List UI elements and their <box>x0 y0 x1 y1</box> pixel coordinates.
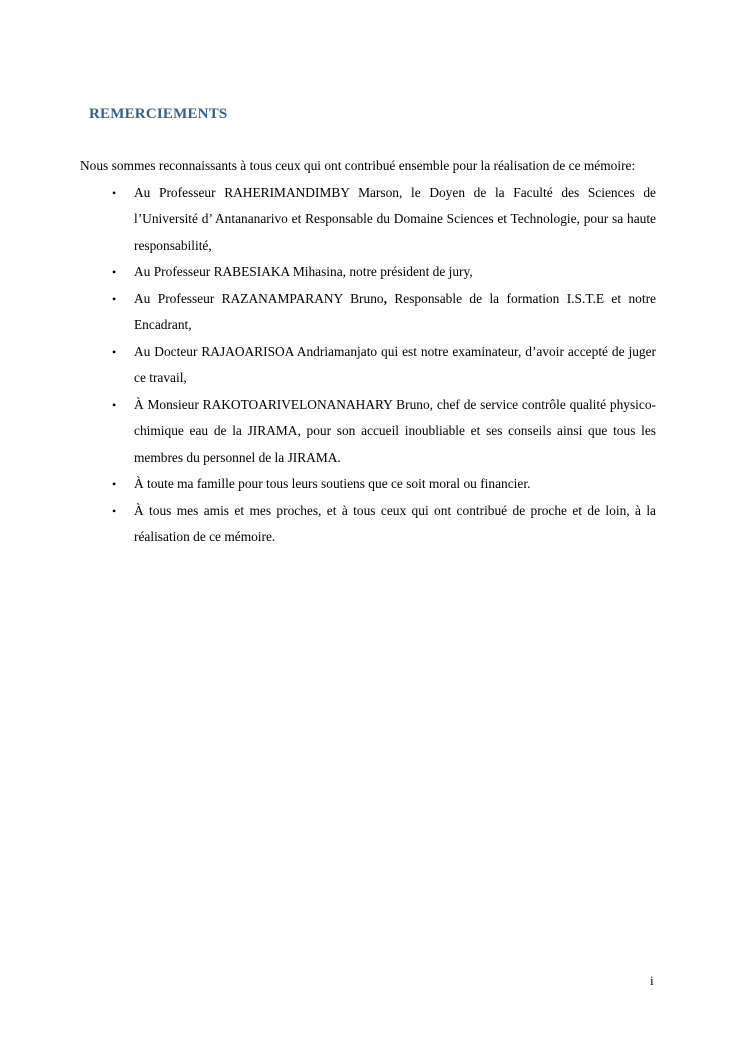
list-item-bold-comma: , <box>383 290 387 306</box>
list-item-text: Au Professeur RABESIAKA Mihasina, notre président de jury, <box>134 264 473 279</box>
acknowledgements-list <box>80 180 656 551</box>
list-item <box>80 286 656 339</box>
intro-paragraph: Nous sommes reconnaissants à tous ceux qui ont contribué ensemble pour la réalisation de ce mémoire: <box>80 158 636 173</box>
acknowledgements-body <box>80 153 656 551</box>
bullet-icon: • <box>112 265 117 279</box>
page-title: REMERCIEMENTS <box>89 106 228 122</box>
list-item <box>80 498 656 551</box>
list-item-text: Au Professeur RAHERIMANDIMBY Marson, le Doyen de la Faculté des Sciences de l’Université d’ Antananarivo et Responsable du Domaine Sciences et Technologie, pour sa haute responsabilité, <box>134 184 656 253</box>
bullet-icon: • <box>112 185 117 200</box>
list-item <box>80 339 656 392</box>
list-item-text-part: Au Professeur RAZANAMPARANY Bruno <box>134 290 384 306</box>
list-item <box>80 259 656 286</box>
list-item-text <box>134 291 656 333</box>
bullet-icon: • <box>112 291 117 306</box>
list-item-text: À Monsieur RAKOTOARIVELONANAHARY Bruno, chef de service contrôle qualité physico-chimique eau de la JIRAMA, pour son accueil inoubliable et ses conseils ainsi que tous les membres du personnel de la JIRAMA. <box>134 396 656 465</box>
list-item <box>80 180 656 260</box>
list-item-text: Au Docteur RAJAOARISOA Andriamanjato qui est notre examinateur, d’avoir accepté de juger ce travail, <box>134 343 656 385</box>
bullet-icon: • <box>112 477 117 491</box>
bullet-icon: • <box>112 344 117 359</box>
page-number: i <box>650 973 654 988</box>
bullet-icon: • <box>112 503 117 518</box>
bullet-icon: • <box>112 397 117 412</box>
list-item-text: À tous mes amis et mes proches, et à tous ceux qui ont contribué de proche et de loin, à la réalisation de ce mémoire. <box>134 502 656 544</box>
list-item <box>80 471 656 498</box>
list-item <box>80 392 656 472</box>
list-item-text-part: Responsable de la formation I.S.T.E et notre Encadrant, <box>134 290 656 332</box>
list-item-text: À toute ma famille pour tous leurs soutiens que ce soit moral ou financier. <box>134 476 531 491</box>
